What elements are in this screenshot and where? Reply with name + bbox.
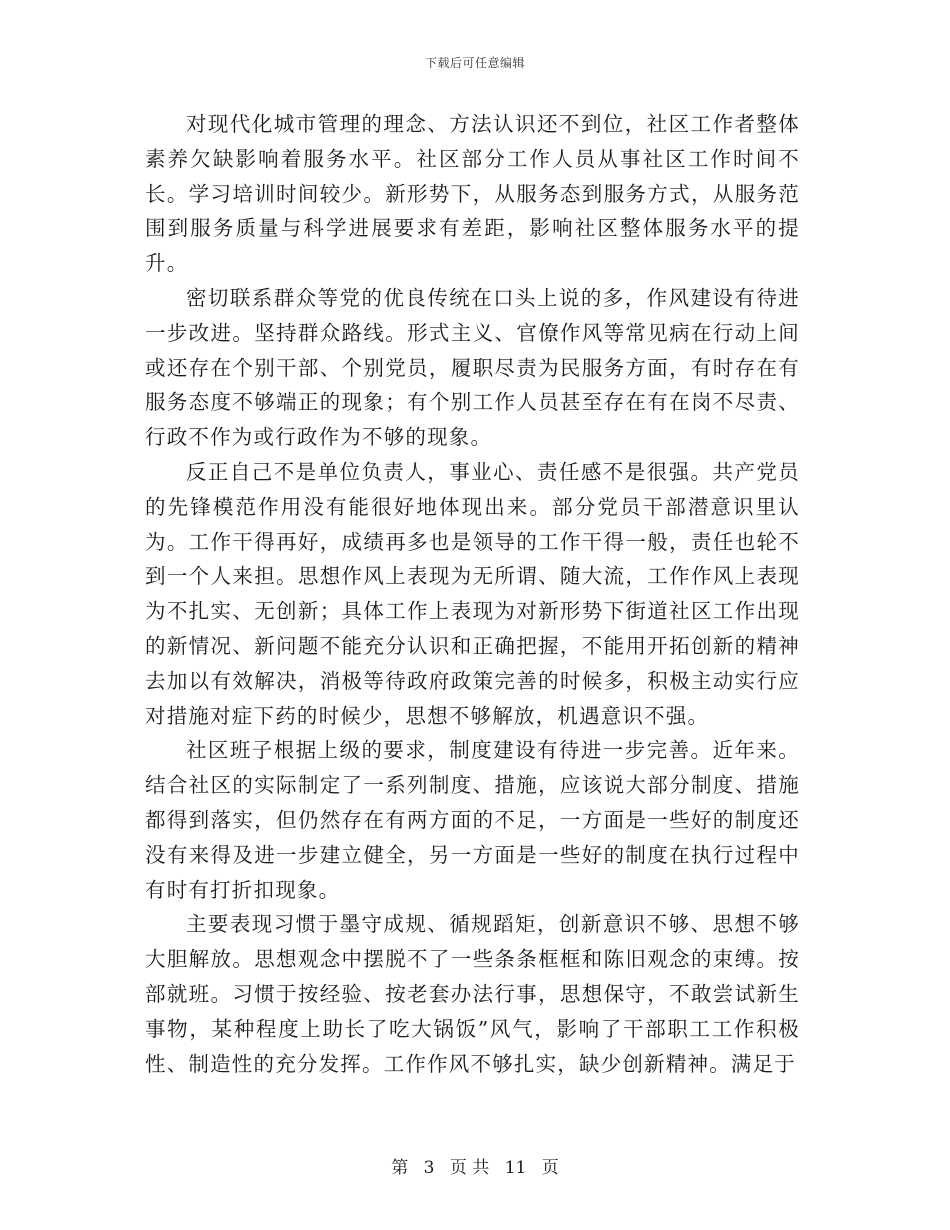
page-total-number: 11: [504, 1158, 527, 1178]
paragraph-4: 社区班子根据上级的要求，制度建设有待进一步完善。近年来。结合社区的实际制定了一系列制度、措施，应该说大部分制度、措施都得到落实，但仍然存在有两方面的不足，一方面是一些好的制度还没有来得及进一步建立健全，另一方面是一些好的制度在执行过程中有时有打折扣现象。: [145, 738, 800, 902]
document-body: [145, 107, 800, 1081]
paragraph-1: 对现代化城市管理的理念、方法认识还不到位，社区工作者整体素养欠缺影响着服务水平。社区部分工作人员从事社区工作时间不长。学习培训时间较少。新形势下，从服务态到服务方式，从服务范围到服务质量与科学进展要求有差距，影响社区整体服务水平的提升。: [145, 112, 800, 276]
page-footer: [0, 1153, 950, 1178]
page-label-prefix: 第: [391, 1158, 409, 1178]
paragraph-2: 密切联系群众等党的优良传统在口头上说的多，作风建设有待进一步改进。坚持群众路线。形式主义、官僚作风等常见病在行动上间或还存在个别干部、个别党员，履职尽责为民服务方面，有时存在有服务态度不够端正的现象；有个别工作人员甚至存在有在岗不尽责、行政不作为或行政作为不够的现象。: [145, 285, 800, 450]
page-label-suffix: 页: [541, 1158, 559, 1178]
page-header: 下载后可任意编辑: [424, 56, 525, 70]
paragraph-3: 反正自己不是单位负责人，事业心、责任感不是很强。共产党员的先锋模范作用没有能很好地体现出来。部分党员干部潜意识里认为。工作干得再好，成绩再多也是领导的工作干得一般，责任也轮不到一个人来担。思想作风上表现为无所谓、随大流，工作作风上表现为不扎实、无创新；具体工作上表现为对新形势下街道社区工作出现的新情况、新问题不能充分认识和正确把握，不能用开拓创新的精神去加以有效解决，消极等待政府政策完善的时候多，积极主动实行应对措施对症下药的时候少，思想不够解放，机遇意识不强。: [145, 459, 800, 728]
paragraph-5: 主要表现习惯于墨守成规、循规蹈矩，创新意识不够、思想不够大胆解放。思想观念中摆脱不了一些条条框框和陈旧观念的束缚。按部就班。习惯于按经验、按老套办法行事，思想保守，不敢尝试新生事物，某种程度上助长了吃大锅饭”风气，影响了干部职工工作积极性、制造性的充分发挥。工作作风不够扎实，缺少创新精神。满足于: [145, 912, 800, 1076]
page-label-middle: 页 共: [449, 1158, 490, 1178]
page-current-number: 3: [423, 1158, 435, 1178]
